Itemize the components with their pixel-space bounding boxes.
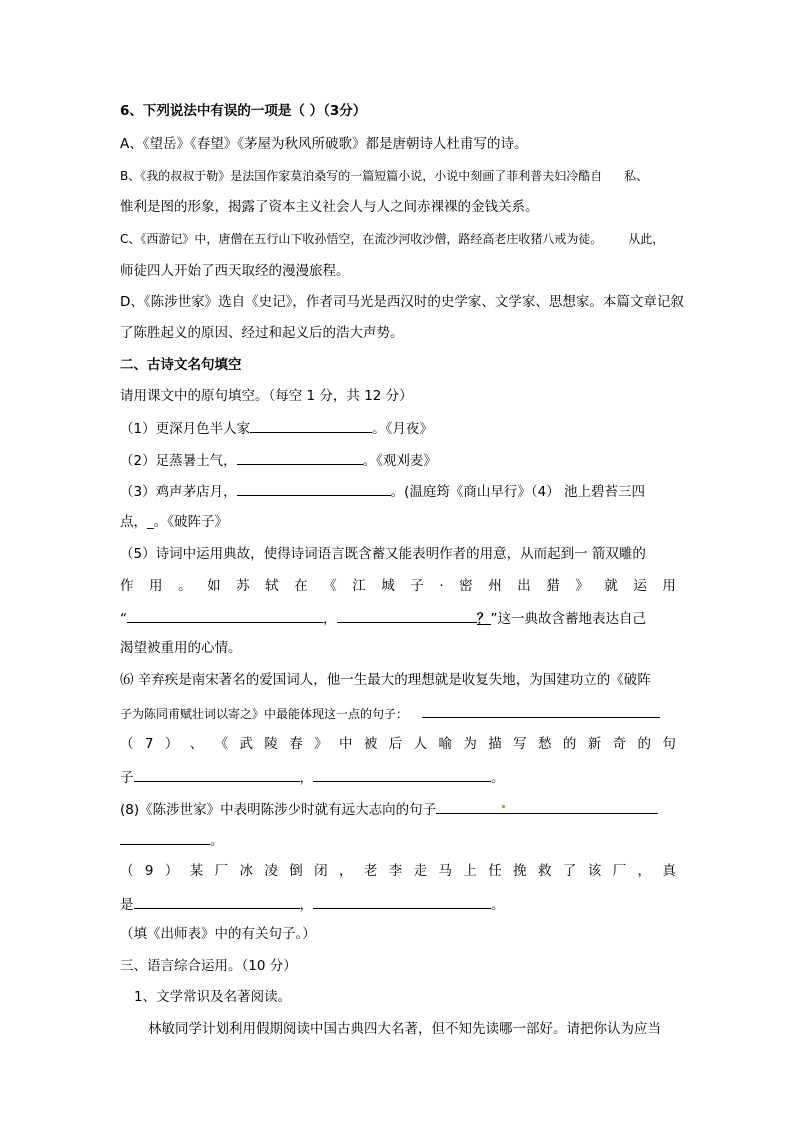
period: 。 — [491, 897, 505, 913]
char: ， — [637, 863, 651, 879]
char: 子 — [410, 578, 424, 594]
char: 冰 — [239, 863, 253, 879]
blank-9b[interactable] — [313, 894, 491, 909]
char: 如 — [207, 578, 221, 594]
fill-item-5-line2 — [120, 577, 676, 595]
char: 某 — [189, 863, 204, 879]
item-3-text: （3）鸡声茅店月， — [120, 484, 237, 500]
comma: ， — [323, 611, 337, 627]
char: 该 — [587, 863, 602, 879]
char: 救 — [537, 863, 552, 879]
blank-5a[interactable] — [127, 608, 323, 623]
char: 凌 — [264, 863, 278, 879]
char: ， — [338, 863, 353, 879]
char: 描 — [488, 736, 502, 752]
option-d-line2: 了陈胜起义的原因、经过和起义后的浩大声势。 — [120, 325, 404, 341]
fill-item-8-line2 — [120, 830, 224, 850]
option-d-line1: D、《陈涉世家》选自《史记》，作者司马光是西汉时的史学家、文学家、思想家。本篇文章记叙 — [120, 294, 684, 310]
char: 》 — [575, 578, 589, 594]
item-7-text: 子 — [120, 770, 134, 786]
char: 出 — [517, 578, 531, 594]
fill-item-7-line1 — [120, 735, 676, 753]
fill-item-6-line1: ⑹ 辛弃疾是南宋著名的爱国词人，他一生最大的理想就是收复失地，为国建功立的《破阵 — [120, 672, 651, 688]
char: ） — [164, 863, 179, 879]
blank-8b[interactable] — [120, 830, 210, 845]
question-mark: ？ — [476, 611, 491, 627]
item-8-text: (8)《陈涉世家》中表明陈涉少时就有远大志向的句子 — [120, 802, 437, 818]
fill-item-2 — [120, 450, 437, 470]
char: 。 — [178, 578, 192, 594]
char: 中 — [338, 736, 353, 752]
char: 》 — [314, 736, 328, 752]
item-1-source: 。《月夜》 — [372, 421, 433, 437]
section-2-heading: 二、古诗文名句填空 — [120, 357, 242, 373]
fill-item-5-line3 — [120, 608, 646, 628]
fill-item-3 — [120, 481, 645, 501]
char: 猎 — [546, 578, 560, 594]
char: 人 — [413, 736, 428, 752]
fill-item-8-line1 — [120, 799, 658, 819]
fill-item-6-line2 — [120, 703, 660, 723]
char: 《 — [214, 736, 229, 752]
char: 写 — [513, 736, 527, 752]
fill-item-5-line4: 渴望被重用的心情。 — [120, 640, 242, 656]
char: 上 — [463, 863, 477, 879]
char: 在 — [294, 578, 308, 594]
item-1-text: （1）更深月色半人家 — [120, 421, 251, 437]
fill-item-9-note: （填《出师表》中的有关句子。） — [120, 926, 316, 942]
option-b-line1 — [120, 167, 648, 185]
char: 用 — [149, 578, 163, 594]
stray-dot — [502, 805, 505, 808]
question-6-title: 6、下列说法中有误的一项是（ ）（3分） — [120, 103, 367, 119]
char: （ — [120, 863, 134, 879]
fill-item-9-line1 — [120, 862, 676, 880]
char: 用 — [662, 578, 676, 594]
option-b-text: B、《我的叔叔于勒》是法国作家莫泊桑写的一篇短篇小说，小说中刻画了菲利普夫妇冷酷自 — [120, 169, 603, 183]
char: 任 — [488, 863, 502, 879]
char: ） — [164, 736, 179, 752]
blank-6[interactable] — [422, 703, 660, 718]
char: （ — [120, 736, 134, 752]
option-c-end: 从此， — [628, 232, 665, 246]
blank-5b[interactable] — [337, 608, 477, 623]
char: 轼 — [265, 578, 279, 594]
char: 马 — [438, 863, 452, 879]
fill-item-1 — [120, 418, 433, 438]
char: 的 — [562, 736, 577, 752]
option-a: A、《望岳》《春望》《茅屋为秋风所破歌》都是唐朝诗人杜甫写的诗。 — [120, 136, 528, 152]
char: 作 — [120, 578, 134, 594]
char: 陵 — [264, 736, 278, 752]
section-3-sub1: 1、文学常识及名著阅读。 — [134, 989, 292, 1005]
open-quote: “ — [120, 611, 127, 627]
char: 江 — [352, 578, 366, 594]
char: 苏 — [236, 578, 250, 594]
char: 句 — [662, 736, 676, 752]
option-c-text: C、《西游记》中，唐僧在五行山下收孙悟空，在流沙河收沙僧，路经高老庄收猪八戒为徒。 — [120, 232, 603, 246]
char: 厂 — [612, 863, 627, 879]
char: 武 — [239, 736, 253, 752]
char: 奇 — [612, 736, 627, 752]
item-9-text: 是 — [120, 897, 134, 913]
blank-7b[interactable] — [313, 767, 491, 782]
option-c-line1 — [120, 230, 664, 248]
char: 倒 — [289, 863, 303, 879]
char: 愁 — [537, 736, 552, 752]
char: 厂 — [214, 863, 229, 879]
fill-item-5-line1: （5）诗词中运用典故，使得诗词语言既含蓄又能表明作者的用意，从而起到一 箭双雕的 — [120, 546, 646, 562]
char: · — [439, 578, 444, 594]
char: 真 — [662, 863, 676, 879]
char: 被 — [363, 736, 378, 752]
blank-2[interactable] — [237, 450, 363, 465]
comma: ， — [299, 897, 313, 913]
option-b-end: 私、 — [624, 169, 649, 183]
item-5-tail: ”这一典故含蓄地表达自己 — [490, 611, 646, 627]
char: 就 — [604, 578, 618, 594]
char: 、 — [189, 736, 204, 752]
blank-3[interactable] — [237, 481, 391, 496]
char: 走 — [413, 863, 428, 879]
char: 为 — [463, 736, 477, 752]
blank-9a[interactable] — [134, 894, 300, 909]
char: 7 — [144, 736, 154, 752]
fill-item-7-line2 — [120, 767, 505, 787]
item-2-source: 。《观刈麦》 — [362, 453, 437, 469]
section-3-paragraph: 林敏同学计划利用假期阅读中国古典四大名著，但不知先读哪一部好。请把你认为应当 — [148, 1021, 661, 1037]
fill-item-4: 点，_。《破阵子》 — [120, 514, 228, 530]
option-c-line2: 师徒四人开始了西天取经的漫漫旅程。 — [120, 263, 350, 279]
char: 闭 — [314, 863, 328, 879]
option-b-line2: 惟利是图的形象，揭露了资本主义社会人与人之间赤裸裸的金钱关系。 — [120, 199, 539, 215]
char: 城 — [381, 578, 395, 594]
blank-7a[interactable] — [134, 767, 300, 782]
blank-8a[interactable] — [436, 799, 658, 814]
char: 老 — [363, 863, 378, 879]
char: 的 — [637, 736, 651, 752]
period: 。 — [210, 833, 224, 849]
char: 了 — [562, 863, 577, 879]
item-3-source: 。(温庭筠《商山早行》（4） 池上碧苔三四 — [390, 484, 645, 500]
section-3-heading: 三、语言综合运用。（10 分） — [120, 958, 297, 974]
char: 9 — [144, 863, 154, 879]
blank-1[interactable] — [250, 418, 372, 433]
comma: ， — [299, 770, 313, 786]
char: 李 — [388, 863, 403, 879]
fill-item-9-line2 — [120, 894, 505, 914]
char: 密 — [459, 578, 473, 594]
char: 后 — [388, 736, 403, 752]
period: 。 — [491, 770, 505, 786]
char: 春 — [289, 736, 303, 752]
char: 新 — [587, 736, 602, 752]
item-2-text: （2）足蒸暑土气， — [120, 453, 237, 469]
char: 州 — [488, 578, 502, 594]
section-2-instructions: 请用课文中的原句填空。（每空 1 分，共 12 分） — [120, 388, 413, 404]
char: 喻 — [438, 736, 452, 752]
char: 挽 — [513, 863, 527, 879]
item-6-text: 子为陈同甫赋壮词以寄之》中最能体现这一点的句子： — [120, 707, 409, 721]
char: 运 — [633, 578, 647, 594]
char: 《 — [323, 578, 337, 594]
